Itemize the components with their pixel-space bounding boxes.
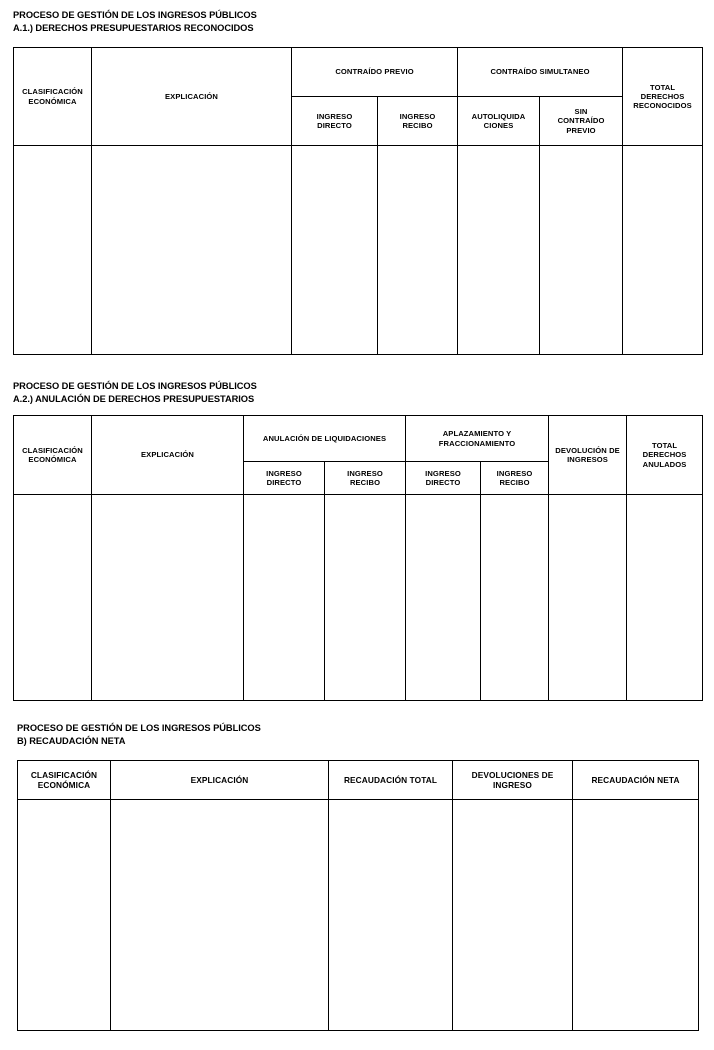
header-sub4-line1: INGRESO — [496, 468, 533, 478]
cell-aplazamiento-ingreso-directo[interactable] — [406, 495, 481, 701]
a1-title-line1: PROCESO DE GESTIÓN DE LOS INGRESOS PÚBLICOS — [13, 10, 257, 20]
header-total-line2: DERECHOS — [640, 91, 685, 101]
header-explicacion: EXPLICACIÓN — [92, 48, 292, 146]
header-sub-autoliquidaciones — [458, 97, 540, 146]
header-group2-line1: APLAZAMIENTO Y — [442, 429, 512, 439]
header-sub3-line1: INGRESO — [425, 468, 461, 478]
header-total-derechos-reconocidos — [623, 48, 703, 146]
header-sub4-line3: PREVIO — [566, 125, 596, 135]
header-group-contraido-previo: CONTRAÍDO PREVIO — [292, 48, 458, 97]
header-group-aplazamiento-fraccionamiento — [406, 416, 549, 462]
header-recaudacion-total: RECAUDACIÓN TOTAL — [329, 761, 453, 800]
header-recaudacion-neta: RECAUDACIÓN NETA — [573, 761, 699, 800]
table-header-row — [18, 761, 699, 800]
section-a1-titles — [13, 9, 257, 34]
header-sub2-line1: INGRESO — [347, 468, 383, 478]
a2-title-line1: PROCESO DE GESTIÓN DE LOS INGRESOS PÚBLICOS — [13, 381, 257, 391]
header-total-derechos-anulados — [627, 416, 703, 495]
header-devolucion-line1: DEVOLUCIÓN DE — [555, 445, 620, 455]
header-sub-sin-contraido-previo — [540, 97, 623, 146]
cell-explicacion[interactable] — [92, 495, 244, 701]
cell-devoluciones-ingreso[interactable] — [453, 800, 573, 1031]
cell-clasificacion-economica[interactable] — [14, 495, 92, 701]
header-devoluciones-ingreso — [453, 761, 573, 800]
header-total-line2: DERECHOS — [642, 450, 687, 460]
table-anulacion-derechos — [13, 415, 703, 701]
a1-title-block — [13, 9, 257, 34]
header-sub-ingreso-recibo — [378, 97, 458, 146]
header-clasificacion-line2: ECONÓMICA — [28, 96, 77, 106]
header-sub3-line1: AUTOLIQUIDA — [471, 111, 526, 121]
cell-sin-contraido-previo[interactable] — [540, 146, 623, 355]
header-clasificacion-line1: CLASIFICACIÓN — [22, 445, 83, 455]
b-title-line1: PROCESO DE GESTIÓN DE LOS INGRESOS PÚBLICOS — [17, 723, 261, 733]
header-explicacion: EXPLICACIÓN — [92, 416, 244, 495]
a2-title-block — [13, 380, 257, 405]
header-devolucion-ingresos — [549, 416, 627, 495]
b-title-line2: B) RECAUDACIÓN NETA — [17, 735, 126, 746]
header-sub1-line1: INGRESO — [316, 111, 353, 121]
header-sub3-line2: DIRECTO — [425, 478, 461, 487]
cell-aplazamiento-ingreso-recibo[interactable] — [481, 495, 549, 701]
cell-total-derechos-anulados[interactable] — [627, 495, 703, 701]
header-total-line3: ANULADOS — [642, 459, 687, 469]
cell-clasificacion-economica[interactable] — [18, 800, 111, 1031]
table-row[interactable] — [14, 146, 703, 355]
header-sub1-line2: DIRECTO — [266, 478, 302, 487]
cell-total-derechos-reconocidos[interactable] — [623, 146, 703, 355]
header-total-line1: TOTAL — [651, 441, 678, 451]
header-sub-aplazamiento-ingreso-recibo — [481, 462, 549, 495]
header-group2-line2: FRACCIONAMIENTO — [438, 438, 516, 448]
section-b-titles — [17, 722, 261, 747]
section-a2-titles — [13, 380, 257, 405]
cell-ingreso-recibo[interactable] — [378, 146, 458, 355]
header-sub4-line2: RECIBO — [499, 478, 530, 487]
header-sub3-line2: CIONES — [483, 121, 514, 130]
table-row[interactable] — [14, 495, 703, 701]
a2-title-line2: A.2.) ANULACIÓN DE DERECHOS PRESUPUESTARIOS — [13, 393, 255, 404]
table-derechos-reconocidos — [13, 47, 703, 355]
header-sub4-line2: CONTRAÍDO — [557, 116, 605, 126]
header-group-contraido-simultaneo: CONTRAÍDO SIMULTANEO — [458, 48, 623, 97]
section-a1-table-wrap — [13, 47, 703, 355]
header-explicacion: EXPLICACIÓN — [111, 761, 329, 800]
header-sub-anulacion-ingreso-directo — [244, 462, 325, 495]
header-clasificacion-line1: CLASIFICACIÓN — [22, 87, 83, 97]
header-sub-anulacion-ingreso-recibo — [325, 462, 406, 495]
header-sub-aplazamiento-ingreso-directo — [406, 462, 481, 495]
cell-anulacion-ingreso-recibo[interactable] — [325, 495, 406, 701]
table-header-row-top — [14, 416, 703, 462]
header-sub2-line1: INGRESO — [399, 111, 436, 121]
header-clasificacion-economica — [14, 48, 92, 146]
table-row[interactable] — [18, 800, 699, 1031]
section-b-table-wrap — [17, 760, 699, 1031]
header-clasificacion-line2: ECONÓMICA — [37, 780, 91, 790]
cell-explicacion[interactable] — [111, 800, 329, 1031]
cell-recaudacion-neta[interactable] — [573, 800, 699, 1031]
a1-title-line2: A.1.) DERECHOS PRESUPUESTARIOS RECONOCIDOS — [13, 22, 254, 33]
header-devolucion-line2: INGRESOS — [567, 455, 608, 464]
header-clasificacion-line1: CLASIFICACIÓN — [30, 769, 98, 780]
header-clasificacion-economica — [18, 761, 111, 800]
header-sub1-line1: INGRESO — [266, 468, 302, 478]
b-title-block — [17, 722, 261, 747]
header-clasificacion-line2: ECONÓMICA — [28, 455, 77, 464]
header-devoluciones-line2: INGRESO — [493, 780, 532, 790]
cell-clasificacion-economica[interactable] — [14, 146, 92, 355]
header-group-anulacion-liquidaciones: ANULACIÓN DE LIQUIDACIONES — [244, 416, 406, 462]
header-total-line3: RECONOCIDOS — [633, 101, 692, 111]
header-sub2-line2: RECIBO — [402, 121, 433, 130]
cell-explicacion[interactable] — [92, 146, 292, 355]
header-sub4-line1: SIN — [574, 107, 588, 117]
table-header-row-top — [14, 48, 703, 97]
table-recaudacion-neta — [17, 760, 699, 1031]
section-a2-table-wrap — [13, 415, 703, 701]
cell-ingreso-directo[interactable] — [292, 146, 378, 355]
cell-devolucion-ingresos[interactable] — [549, 495, 627, 701]
header-sub-ingreso-directo — [292, 97, 378, 146]
header-clasificacion-economica — [14, 416, 92, 495]
header-sub1-line2: DIRECTO — [317, 121, 352, 130]
header-sub2-line2: RECIBO — [349, 478, 381, 487]
cell-anulacion-ingreso-directo[interactable] — [244, 495, 325, 701]
header-devoluciones-line1: DEVOLUCIONES DE — [471, 769, 554, 780]
cell-autoliquidaciones[interactable] — [458, 146, 540, 355]
cell-recaudacion-total[interactable] — [329, 800, 453, 1031]
header-total-line1: TOTAL — [649, 82, 676, 92]
